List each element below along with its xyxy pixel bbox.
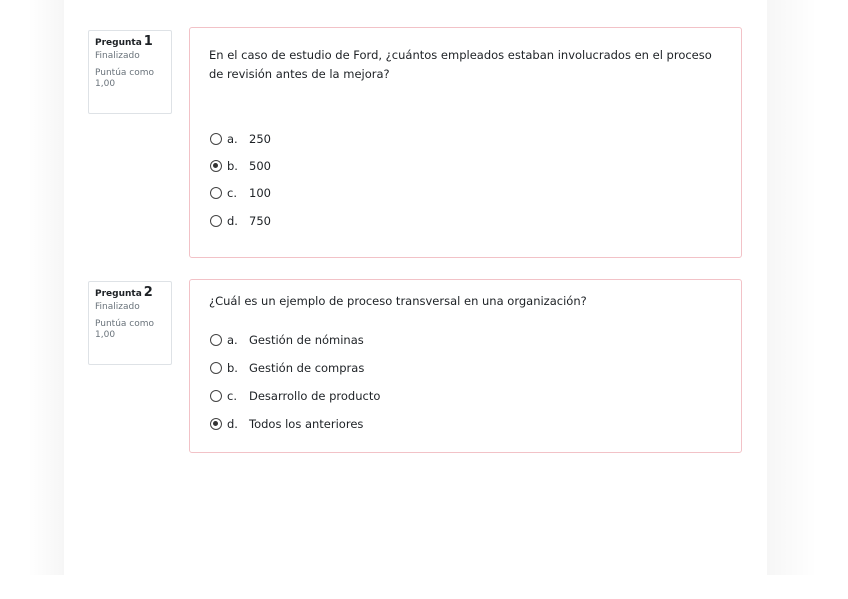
answer-option-a[interactable]	[210, 332, 364, 348]
answer-text: Todos los anteriores	[249, 417, 364, 431]
question-2-content	[189, 279, 742, 453]
radio-button-selected[interactable]	[210, 160, 222, 172]
question-text: ¿Cuál es un ejemplo de proceso transversal en una organización?	[209, 294, 587, 308]
answer-text: 250	[249, 132, 271, 146]
radio-button[interactable]	[210, 187, 222, 199]
page-shade-left	[28, 0, 64, 575]
answer-option-b[interactable]	[210, 158, 271, 174]
answer-text: 750	[249, 214, 271, 228]
question-grade: Puntúa como 1,00	[95, 68, 155, 89]
radio-button[interactable]	[210, 390, 222, 402]
answer-letter: b.	[227, 159, 238, 173]
radio-button[interactable]	[210, 362, 222, 374]
answer-option-d[interactable]	[210, 416, 363, 432]
radio-button[interactable]	[210, 133, 222, 145]
question-state: Finalizado	[95, 302, 140, 312]
question-grade: Puntúa como 1,00	[95, 319, 155, 340]
answer-letter: c.	[227, 389, 237, 403]
answer-option-d[interactable]	[210, 213, 271, 229]
question-number	[95, 36, 165, 49]
answer-letter: d.	[227, 417, 238, 431]
radio-button[interactable]	[210, 215, 222, 227]
page-shade-right	[767, 0, 817, 575]
answer-text: Desarrollo de producto	[249, 389, 381, 403]
answer-option-c[interactable]	[210, 388, 380, 404]
question-text: En el caso de estudio de Ford, ¿cuántos empleados estaban involucrados en el proceso de revisión antes de la mejora?	[209, 48, 712, 81]
answer-text: Gestión de compras	[249, 361, 365, 375]
question-label: Pregunta	[95, 289, 142, 299]
radio-button[interactable]	[210, 334, 222, 346]
question-state: Finalizado	[95, 51, 140, 61]
answer-option-b[interactable]	[210, 360, 364, 376]
answer-text: Gestión de nóminas	[249, 333, 364, 347]
question-number	[95, 287, 165, 300]
question-1-content	[189, 27, 742, 258]
answer-letter: c.	[227, 186, 237, 200]
question-1-info	[88, 30, 172, 114]
answer-letter: a.	[227, 132, 238, 146]
question-2-info	[88, 281, 172, 365]
answer-option-c[interactable]	[210, 185, 271, 201]
answer-text: 500	[249, 159, 271, 173]
answer-letter: d.	[227, 214, 238, 228]
answer-option-a[interactable]	[210, 131, 271, 147]
question-number-value: 2	[143, 285, 153, 300]
answer-text: 100	[249, 186, 271, 200]
question-number-value: 1	[143, 34, 153, 49]
answer-letter: b.	[227, 361, 238, 375]
radio-button-selected[interactable]	[210, 418, 222, 430]
question-label: Pregunta	[95, 38, 142, 48]
answer-letter: a.	[227, 333, 238, 347]
